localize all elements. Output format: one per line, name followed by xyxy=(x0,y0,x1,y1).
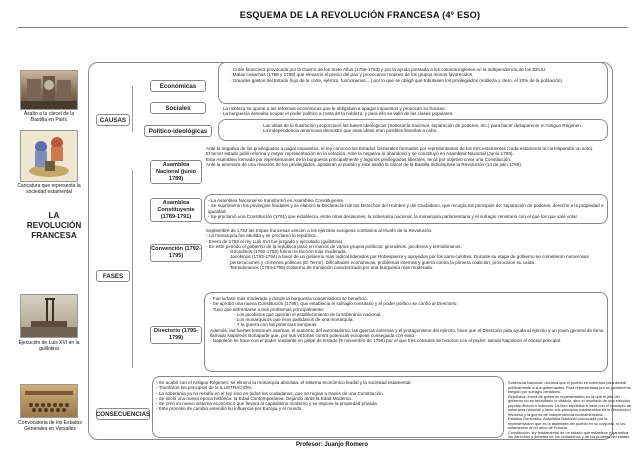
politicas-text xyxy=(260,123,605,139)
dir-line-7: Además, las fuertes tensiones internas, el aumento del autoritarismo, las guerras externas y el protagonismo del ejército, hace que el Directorio pida ayuda al ejército y un joven general de fama llamado Napoleón Bonaparte que, por sus victorias contra potencias europeas conseguida con éxito. xyxy=(210,327,604,338)
bastille-image xyxy=(20,70,78,110)
economicas-text xyxy=(230,67,602,103)
estates-caption: Convocatoria de los Estados Generales en Versalles xyxy=(18,420,82,432)
section-consecuencias: CONSECUENCIAS xyxy=(96,408,150,420)
ac-line-1: - La Asamblea Nacional se transformó en Asamblea Constituyente. xyxy=(208,198,345,203)
politicas-line-2: · La independencia americana demostró que esas ideas eran posibles llevarlas a cabo. xyxy=(260,128,438,134)
title-rule xyxy=(18,27,628,28)
cause-economicas: Económicas xyxy=(150,80,206,92)
conv-line-2: - La monarquía fue abolida y se proclamó la república. xyxy=(206,233,317,239)
asamblea-nacional-text xyxy=(206,146,606,194)
conv-line-6: Jacobinos (1793-1794) a favor de un gobierno más radical liderados por Robespierre y apoyados por los sans-culottes. Durante su etapa de gobierno se cometieron numerosas persecuciones y crímenes políticos (El Terror). Dificultades económicas, problemas internas y guerra contra la primera coalición, provocaron su caída. xyxy=(230,254,589,265)
ac-line-2: - Se suprimieron los privilegios feudales y se elaboró la Declaración de los Derechos del Hombre y del Ciudadano, que recogía los principios de: separación de poderes, derecho a la propiedad e igualdad. xyxy=(208,203,604,214)
satire-image xyxy=(20,130,78,182)
an-line-3: Esta Asamblea formada por representantes de la burguesía principalmente y algunos privilegiados liberales, tenía por objetivo crear una Constitución. xyxy=(206,156,512,162)
glossary-item-3: Estados Generales: Asamblea Nacional convocada por la representación que es la asamblea del pueblo en su conjunto, ni los estamentos en el reino de Francia. xyxy=(508,416,626,430)
economicas-line-2: · Malas cosechas (1788 y 1789) que elevaron el precio del pan y provocaron motines de los grupos menos favorecidos. xyxy=(230,72,474,78)
economicas-line-3: · Grandes gastos del Estado (lujo de la corte, ejército, funcionarios,...) por lo que se obligó que tributasen los privilegiados (nobleza y clero, el 10% de la población). xyxy=(230,77,564,83)
sociales-text xyxy=(220,106,605,118)
cause-politicas: Político-ideológicas xyxy=(144,125,212,137)
conv-line-4: - En este periodo el gobierno de la república pasó en manos de varios grupos políticos: girondinos, jacobinos y termidorianos. xyxy=(206,243,462,249)
center-label: LA REVOLUCIÓN FRANCESA xyxy=(26,211,82,240)
section-causas: CAUSAS xyxy=(96,114,130,126)
section-fases: FASES xyxy=(96,270,130,282)
phase-directorio: Directorio (1795-1799) xyxy=(150,326,202,344)
glossary xyxy=(508,381,634,441)
cause-sociales: Sociales xyxy=(150,102,206,114)
phase-asamblea-constituyente: Asamblea Constituyente (1789-1791) xyxy=(150,198,202,222)
footer-author: Profesor: Juanjo Romero xyxy=(296,442,369,448)
execution-caption: Ejecución de Luis XVI en la guillotina xyxy=(18,340,80,352)
estates-image xyxy=(20,384,78,418)
sociales-line-2: · La burguesía deseaba ocupar el poder político a costa de la nobleza, y para ello se valió de las clases populares. xyxy=(220,111,454,117)
constituyente-text xyxy=(208,198,604,224)
cons-line-1: - Se acabó con el Antiguo Régimen: se eliminó la monarquía absoluta, el sistema económico feudal y la sociedad estamental. xyxy=(156,380,412,385)
page-title: ESQUEMA DE LA REVOLUCIÓN FRANCESA (4º ESO) xyxy=(239,10,481,20)
cons-line-4: - Se inició una nueva época histórica: la Edad Contemporánea. Dejando atrás la Edad Moderna. xyxy=(156,395,353,401)
dir-line-3: - Tuvo que enfrentarse a tres problemas principalmente: xyxy=(210,306,325,312)
cons-line-6: - Este proceso de cambio extendió su influencia por Europa y el mundo. xyxy=(156,406,303,412)
dir-line-1: - Fue la fase más moderada y donde la burguesía conservadora se benefició. xyxy=(210,296,368,301)
causes-bracket xyxy=(132,86,133,132)
an-line-4: Ante la amenaza de una reacción de los privilegiados, apoderan al pueblo y éste asaltó la cárcel de la Bastilla indicándose la Revolución (14 de julio 1789). xyxy=(206,161,523,167)
conv-line-3: - Enero de 1793 el rey Luis XVI fue juzgado y ejecutado (guillotina). xyxy=(206,238,344,244)
directorio-text xyxy=(210,296,606,370)
phase-convencion: Convención (1792-1795) xyxy=(150,244,202,262)
dir-line-2: - Se aprobó una nueva Constitución (1795), que establecía el sufragio censitario y el poder político se confió al Directorio. xyxy=(210,301,458,307)
phase-asamblea-nacional: Asamblea Nacional (junio 1789) xyxy=(150,160,202,184)
execution-image xyxy=(20,294,78,338)
bastille-caption: Asalto a la cárcel de la Bastilla en París xyxy=(23,111,75,123)
conv-line-1: Septiembre de 1792 las tropas francesas vencen a los ejércitos europeos contrarios al triunfo de la Revolución. xyxy=(206,228,433,233)
glossary-item-2: República: forma de gobierno representativo en la que el jefe del gobierno no es hereditario ni vitalicio, sino el resultado de una elección popular directa o indirecta. La libre república a nace con el concepto de soberanía nacional y tiene sus principios establecidos en la Revolución francesa y la guerra de independencia norteamericana. xyxy=(508,393,632,417)
politicas-line-1: · Las ideas de la Ilustración proporcionó las bases ideológicas (Soberanía nacional, separación de poderes, etc.) para hacer desaparecer el Antiguo Régimen. xyxy=(260,123,583,128)
consecuencias-text xyxy=(156,380,500,436)
sociales-line-1: · La nobleza se opone a las reformas económicas que le obligaban a apagar impuestos y provocan su fracaso. xyxy=(220,106,446,111)
cons-line-5: - Se creó un nuevo sistema económico que llevará al capitalismo moderno y se impone la propiedad privada. xyxy=(156,401,378,406)
satire-caption: Caricatura que representa la sociedad estamental xyxy=(17,183,81,195)
conv-line-5: Girondinos (1792-1793) fueron la facción más moderada. xyxy=(230,249,347,254)
ac-line-3: - Se proclamó una Constitución (1791) que establecía, entre otras decisiones, la soberanía nacional, la monarquía parlamentaria y el sufragio censitario con el que los que vale votar. xyxy=(208,213,579,219)
an-line-2: El tercer estado pidió reforma y mayor representación en la votación. Ante la negativa lo abandonó y se constituyó en Asamblea Nacional (Junio 1789). xyxy=(206,151,514,157)
glossary-item-4: Constitución: ley fundamental de un estado que establece y garantiza los derechos y deberes de los ciudadanos y de los poderes del estado. xyxy=(508,429,631,439)
dir-line-8: - Napoleón se hace con el poder mediante un golpe de Estado (9 noviembre de 1799) por el que tres cónsules se hicieron con el poder; siendo Napoleón el cónsul principal. xyxy=(210,338,562,343)
economicas-line-1: · Crisis financiera provocada por la Guerra de los Siete Años (1756-1763) y por la ayuda prestada a los colonos ingleses en la independencia de los EEUU. xyxy=(230,67,547,72)
phases-bracket xyxy=(132,170,133,368)
convencion-text xyxy=(206,228,606,290)
cons-line-3: - La soberanía ya no residía en el rey sino en todos los ciudadanos, que se regían a través de una Constitución. xyxy=(156,390,385,396)
dir-line-4: · Los jacobinos que querían el establecimiento de la soberanía nacional. xyxy=(234,311,382,317)
conv-line-7: Termidorianos (1794-1795) Gobierno de transición caracterizado por una burguesía más moderada. xyxy=(230,264,434,270)
dir-line-5: · Los monárquicos que eran partidarios de una monarquía. xyxy=(234,317,354,322)
cons-line-2: - Triunfaron los principios de la ILUSTRACIÓN. xyxy=(156,385,252,391)
glossary-item-1: Soberanía Nacional: doctrina que el pueblo es soberano para decidir políticamente a sus gobernantes. Está representada por un parlamento elegido por sufragio censitario. xyxy=(508,381,631,394)
an-line-1: Ante la negativa de los privilegiados a pagar impuestos, el rey convocó los Estados Generales formados por representantes de los tres estamentos (cada estamento le correspondía un voto). xyxy=(206,146,594,151)
dir-line-6: · Y la guerra con las potencias europeas. xyxy=(234,322,318,328)
